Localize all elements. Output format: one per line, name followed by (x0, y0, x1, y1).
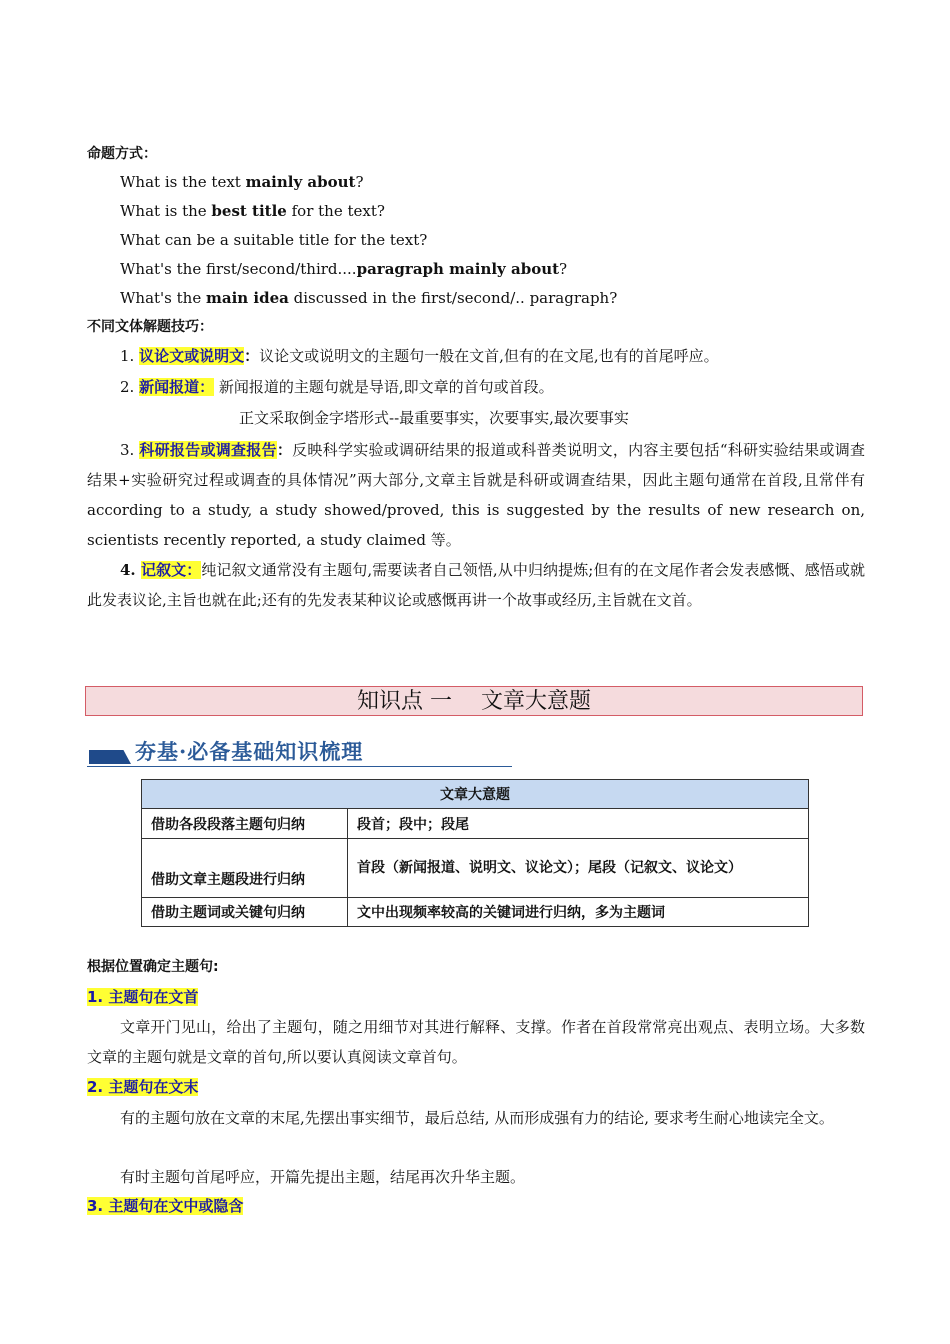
question-line-3: What can be a suitable title for the text? (120, 231, 428, 249)
question-line-2: What is the best title for the text? (120, 202, 385, 220)
main-idea-table (141, 779, 809, 927)
section-title: 知识点 一 文章大意题 (85, 686, 863, 716)
tip-3: 3. 科研报告或调查报告：反映科学实验或调研结果的报道或科普类说明文，内容主要包括“科研实验结果或调查结果+实验研究过程或调查的具体情况”两大部分,文章主旨就是科研或调查结果，因此主题句通常在首段,且常伴有 according to a study, a study showed/proved, this is suggested by the results of new research on, scientists recently reported, a study claimed 等。 (87, 441, 865, 549)
table-cell-key: 借助文章主题段进行归纳 (142, 839, 348, 898)
tips-heading: 不同文体解题技巧： (87, 319, 213, 335)
banner-bar-icon (89, 750, 131, 764)
banner-text: 夯基·必备基础知识梳理 (135, 739, 364, 764)
position-2-text-2: 有时主题句首尾呼应，开篇先提出主题，结尾再次升华主题。 (120, 1168, 526, 1186)
section-banner (87, 738, 512, 768)
table-header: 文章大意题 (142, 780, 809, 809)
tip-2: 2. 新闻报道： 新闻报道的主题句就是导语,即文章的首句或首段。 (120, 378, 554, 396)
position-1-text: 文章开门见山，给出了主题句，随之用细节对其进行解释、支撑。作者在首段常常亮出观点、表明立场。大多数文章的主题句就是文章的首句,所以要认真阅读文章首句。 (87, 1018, 865, 1066)
question-line-1: What is the text mainly about? (120, 173, 364, 191)
position-2-text: 有的主题句放在文章的末尾,先摆出事实细节，最后总结, 从而形成强有力的结论, 要求考生耐心地读完全文。 (120, 1109, 834, 1127)
table-cell-value: 段首；段中；段尾 (348, 809, 809, 839)
table-row (142, 809, 809, 839)
position-1-heading: 1. 主题句在文首 (87, 988, 199, 1006)
table-cell-value: 首段（新闻报道、说明文、议论文）；尾段（记叙文、议论文） (348, 839, 809, 898)
tip-1: 1. 议论文或说明文：议论文或说明文的主题句一般在文首,但有的在文尾,也有的首尾呼应。 (120, 347, 719, 365)
tip-3-label: 科研报告或调查报告 (139, 441, 277, 459)
banner-underline (87, 766, 512, 767)
table-cell-value: 文中出现频率较高的关键词进行归纳，多为主题词 (348, 898, 809, 927)
table-row (142, 898, 809, 927)
question-line-5: What's the main idea discussed in the first/second/.. paragraph? (120, 289, 618, 307)
question-format-heading: 命题方式： (87, 146, 157, 162)
tip-2-sub: 正文采取倒金字塔形式--最重要事实，次要事实,最次要事实 (239, 409, 629, 427)
position-2-heading: 2. 主题句在文末 (87, 1078, 199, 1096)
tip-1-label: 议论文或说明文 (139, 347, 245, 365)
table-row (142, 839, 809, 898)
position-heading: 根据位置确定主题句: (87, 959, 219, 975)
table-cell-key: 借助主题词或关键句归纳 (142, 898, 348, 927)
tip-4-label: 记叙文： (140, 561, 202, 579)
question-line-4: What's the first/second/third....paragraph mainly about? (120, 260, 568, 278)
table-cell-key: 借助各段段落主题句归纳 (142, 809, 348, 839)
tip-4: 4. 记叙文：纯记叙文通常没有主题句,需要读者自己领悟,从中归纳提炼;但有的在文尾作者会发表感慨、感悟或就此发表议论,主旨也就在此;还有的先发表某种议论或感慨再讲一个故事或经历,主旨就在文首。 (87, 561, 865, 609)
position-3-heading: 3. 主题句在文中或隐含 (87, 1197, 244, 1215)
tip-2-label: 新闻报道： (139, 378, 215, 396)
